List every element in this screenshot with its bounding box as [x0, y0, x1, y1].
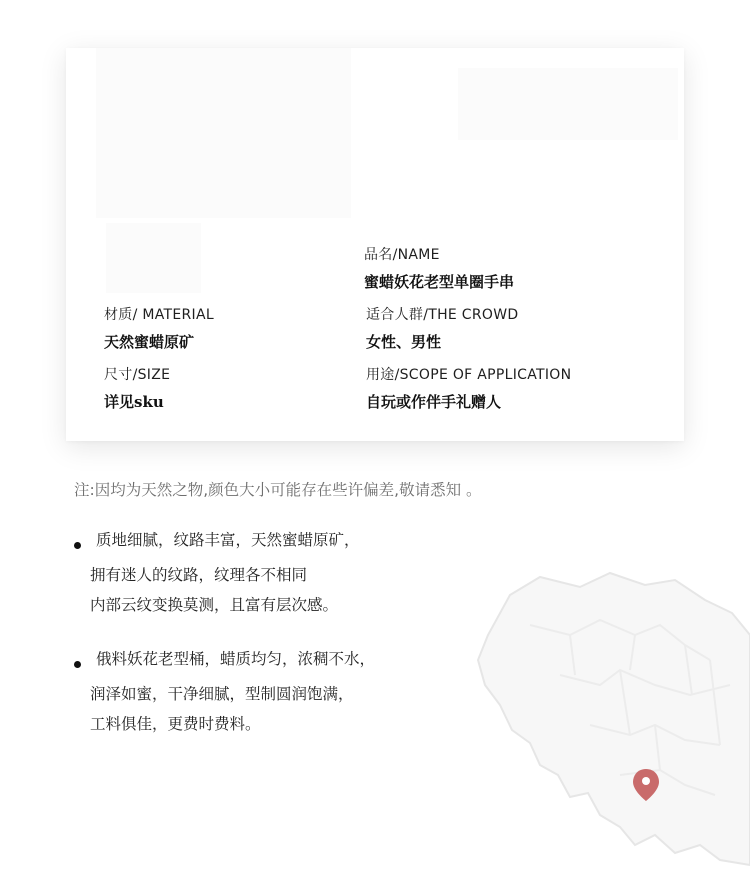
- scope-field: [366, 364, 571, 412]
- bullet-line: 润泽如蜜，干净细腻，型制圆润饱满，: [90, 685, 354, 703]
- material-field: [104, 304, 214, 352]
- size-field: [104, 364, 170, 412]
- bullet-dot: [74, 661, 81, 668]
- name-field: [364, 244, 514, 292]
- map-watermark: [470, 565, 750, 875]
- faded-image-area-right: [458, 68, 678, 140]
- bullet-line: 拥有迷人的纹路，纹理各不相同: [90, 566, 308, 584]
- bullet-line: 内部云纹变换莫测，且富有层次感。: [90, 596, 339, 614]
- scope-label: 用途/SCOPE OF APPLICATION: [366, 367, 572, 383]
- name-value: 蜜蜡妖花老型单圈手串: [364, 273, 515, 291]
- disclaimer-note: 注:因均为天然之物,颜色大小可能存在些许偏差,敬请悉知 。: [74, 481, 482, 499]
- faded-image-area-small: [106, 223, 201, 293]
- size-value: 详见sku: [104, 393, 164, 411]
- bullet-dot: [74, 542, 81, 549]
- faded-image-area: [96, 48, 351, 218]
- bullet-line: 质地细腻，纹路丰富，天然蜜蜡原矿，: [96, 531, 360, 549]
- crowd-label: 适合人群/THE CROWD: [366, 307, 519, 323]
- material-value: 天然蜜蜡原矿: [104, 333, 195, 351]
- crowd-value: 女性、男性: [366, 333, 442, 351]
- bullet-line: 俄料妖花老型桶，蜡质均匀，浓稠不水，: [96, 650, 376, 668]
- name-label: 品名/NAME: [364, 247, 440, 263]
- material-label: 材质/ MATERIAL: [104, 307, 214, 323]
- feature-bullet-1: [74, 531, 360, 620]
- map-region-outline: [478, 573, 750, 865]
- feature-bullet-2: [74, 650, 376, 739]
- bullet-line: 工料俱佳，更费时费料。: [90, 715, 261, 733]
- scope-value: 自玩或作伴手礼赠人: [366, 393, 502, 411]
- product-spec-card: [66, 48, 684, 441]
- size-label: 尺寸/SIZE: [104, 367, 171, 383]
- crowd-field: [366, 304, 518, 352]
